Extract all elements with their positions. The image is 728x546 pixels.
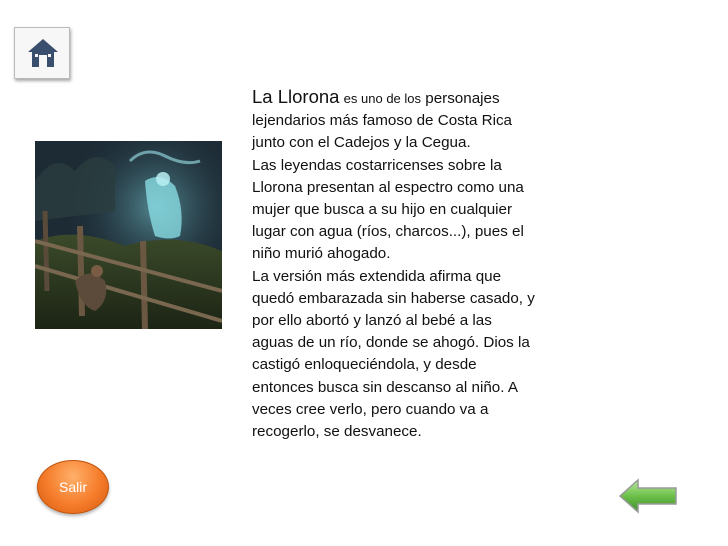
title: La Llorona (252, 86, 340, 107)
intro-tail: es uno de los (343, 91, 422, 106)
home-button[interactable] (14, 27, 70, 79)
llorona-illustration (35, 141, 222, 329)
salir-button[interactable]: Salir (37, 460, 109, 514)
paragraph-1 (252, 86, 537, 155)
paragraph-1-rest: personajes lejendarios más famoso de Costa Rica junto con el Cadejos y la Cegua. (252, 90, 512, 152)
paragraph-2: Las leyendas costarricenses sobre la Llorona presentan al espectro como una mujer que busca a su hijo en cualquier lugar con agua (ríos, charcos...), pues el niño murió ahogado. (252, 156, 524, 263)
back-button[interactable] (616, 476, 680, 516)
legend-text (252, 86, 537, 443)
paragraph-3: La versión más extendida afirma que quedó embarazada sin haberse casado, y por ello abortó y lanzó al bebé a las aguas de un río, donde se ahogó. Dios la castigó enloqueciéndola, y desde entonces busca sin descanso al niño. A veces cree verlo, pero cuando va a recogerlo, se desvanece. (252, 267, 535, 441)
back-arrow-icon (616, 476, 680, 516)
home-icon (26, 37, 60, 69)
